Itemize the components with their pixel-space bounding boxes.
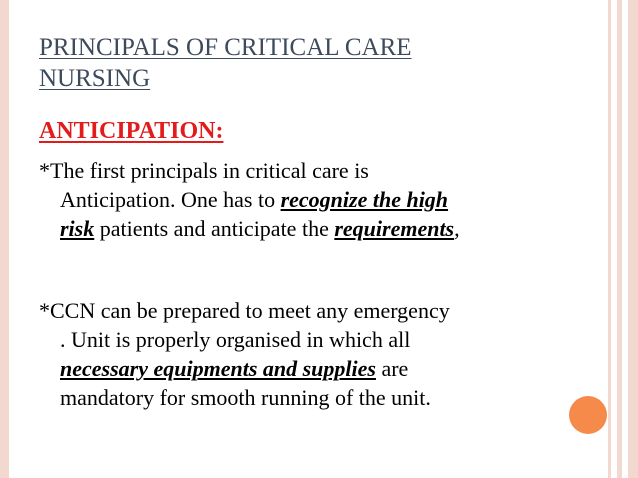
right-border-stripe-wide — [628, 0, 638, 478]
paragraph2-line2: . Unit is properly organised in which all — [60, 327, 411, 352]
paragraph1-line1: *The first principals in critical care is — [39, 158, 369, 183]
right-border-stripe-middle — [617, 0, 622, 478]
emphasis-requirements: requirements — [334, 216, 455, 241]
slide-title — [39, 32, 559, 94]
paragraph1-line3-end: , — [454, 216, 460, 241]
paragraph1-line3 — [39, 214, 549, 243]
paragraph2-line4: mandatory for smooth running of the unit. — [60, 385, 431, 410]
emphasis-risk: risk — [60, 216, 95, 241]
title-line-2: NURSING — [39, 65, 151, 92]
section-subheading: ANTICIPATION: — [39, 118, 224, 144]
decorative-circle — [569, 396, 607, 434]
paragraph1-line2 — [39, 185, 549, 214]
paragraph2-line3 — [39, 354, 549, 383]
paragraph2-line1: *CCN can be prepared to meet any emergency — [39, 298, 450, 323]
paragraph2-line3-text: are — [375, 356, 409, 381]
paragraph1-line3-text: patients and anticipate the — [94, 216, 335, 241]
paragraph-emergency — [39, 296, 549, 412]
paragraph1-line2-text: Anticipation. One has to — [60, 187, 281, 212]
right-border-stripe-thin — [608, 0, 611, 478]
emphasis-equipments-supplies: necessary equipments and supplies — [60, 356, 376, 381]
title-line-1: PRINCIPALS OF CRITICAL CARE — [39, 34, 412, 61]
paragraph-anticipation — [39, 156, 549, 243]
left-border-stripe — [0, 0, 9, 478]
emphasis-recognize-high: recognize the high — [280, 187, 449, 212]
